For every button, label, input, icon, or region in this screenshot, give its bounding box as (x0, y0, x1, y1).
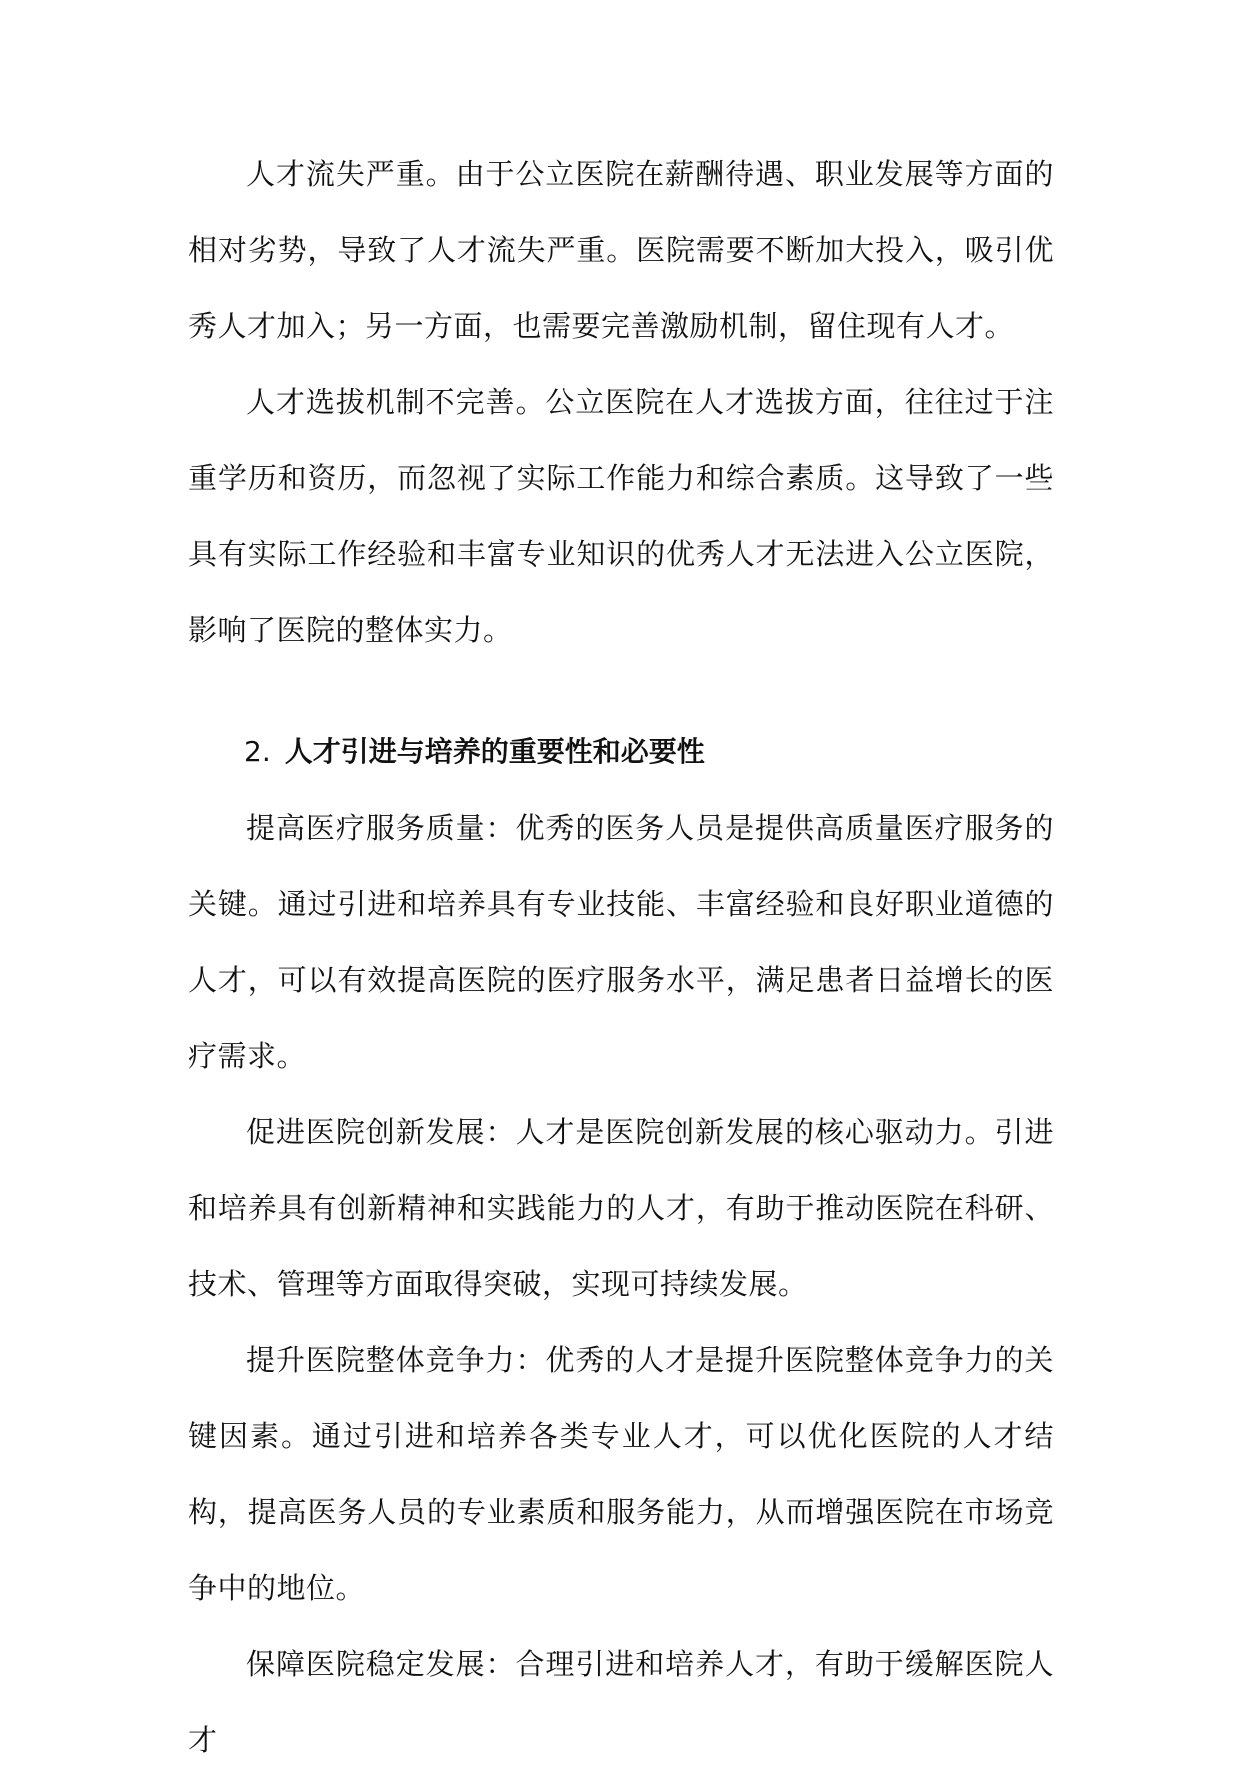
paragraph-stable-development: 保障医院稳定发展：合理引进和培养人才，有助于缓解医院人才 (188, 1647, 1054, 1757)
paragraph-competitiveness: 提升医院整体竞争力：优秀的人才是提升医院整体竞争力的关键因素。通过引进和培养各类专业人才，可以优化医院的人才结构，提高医务人员的专业素质和服务能力，从而增强医院在市场竞争中的地位。 (188, 1343, 1054, 1605)
paragraph-service-quality: 提高医疗服务质量：优秀的医务人员是提供高质量医疗服务的关键。通过引进和培养具有专业技能、丰富经验和良好职业道德的人才，可以有效提高医院的医疗服务水平，满足患者日益增长的医疗需求。 (188, 811, 1054, 1073)
paragraph-selection-mechanism: 人才选拔机制不完善。公立医院在人才选拔方面，往往过于注重学历和资历，而忽视了实际工作能力和综合素质。这导致了一些具有实际工作经验和丰富专业知识的优秀人才无法进入公立医院，影响了医院的整体实力。 (188, 385, 1054, 647)
section-number: 2. (244, 735, 271, 768)
section-heading (188, 714, 1054, 790)
paragraph-innovation: 促进医院创新发展：人才是医院创新发展的核心驱动力。引进和培养具有创新精神和实践能力的人才，有助于推动医院在科研、技术、管理等方面取得突破，实现可持续发展。 (188, 1115, 1054, 1301)
paragraph-talent-loss: 人才流失严重。由于公立医院在薪酬待遇、职业发展等方面的相对劣势，导致了人才流失严重。医院需要不断加大投入，吸引优秀人才加入；另一方面，也需要完善激励机制，留住现有人才。 (188, 157, 1054, 343)
section-title: 人才引进与培养的重要性和必要性 (284, 735, 705, 768)
document-body (188, 136, 1054, 1778)
